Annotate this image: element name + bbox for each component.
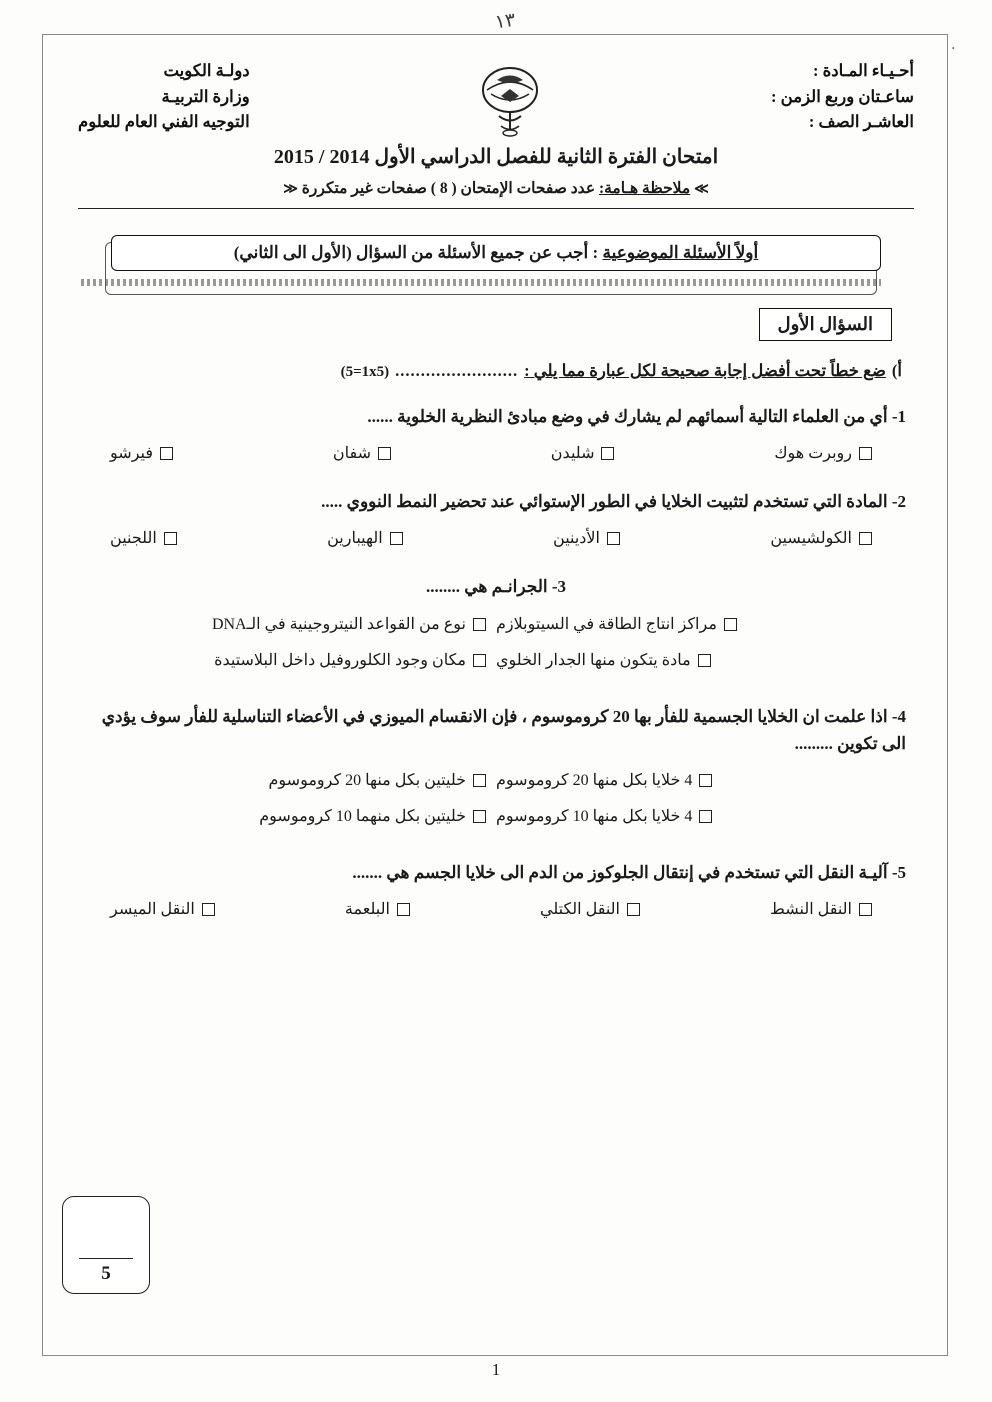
checkbox-icon[interactable] <box>397 903 410 916</box>
question-4 <box>86 703 906 829</box>
checkbox-icon[interactable] <box>473 618 486 631</box>
choice-option[interactable] <box>110 442 173 466</box>
question-1-body: أي من العلماء التالية أسمائهم لم يشارك في وضع مبادئ النظرية الخلوية ...... <box>367 407 888 426</box>
handwritten-page-note: ١٣ <box>493 9 517 34</box>
checkbox-icon[interactable] <box>859 903 872 916</box>
checkbox-icon[interactable] <box>627 903 640 916</box>
choice-label: النقل النشط <box>770 901 852 919</box>
choice-option[interactable] <box>540 898 640 922</box>
page-number: 1 <box>491 1360 501 1379</box>
choice-label: مكان وجود الكلوروفيل داخل البلاستيدة <box>214 651 466 669</box>
choice-label: الهيبارين <box>327 530 383 548</box>
checkbox-icon[interactable] <box>202 903 215 916</box>
meta-subject-value: أحـيـاء <box>871 61 914 80</box>
choice-label: 4 خلايا بكل منها 20 كروموسوم <box>496 771 693 789</box>
question-3-choices <box>106 613 876 673</box>
scan-corner-mark: ٠ <box>949 41 957 56</box>
choice-label: مادة يتكون منها الجدار الخلوي <box>496 651 691 669</box>
choice-option[interactable] <box>553 527 620 551</box>
meta-subject <box>771 58 914 84</box>
pages-note <box>60 179 932 198</box>
question-3 <box>86 573 906 672</box>
checkbox-icon[interactable] <box>378 447 391 460</box>
section-banner <box>111 235 881 271</box>
meta-time <box>771 84 914 110</box>
meta-grade-value: العاشـر <box>863 112 914 132</box>
checkbox-icon[interactable] <box>601 447 614 460</box>
score-divider <box>79 1258 133 1259</box>
checkbox-icon[interactable] <box>473 654 486 667</box>
question-2-choices <box>110 527 872 551</box>
question-5-body: آليـة النقل التي تستخدم في إنتقال الجلوكوز من الدم الى خلايا الجسم هي ....... <box>352 862 888 882</box>
choice-label: خليتين بكل منها 20 كروموسوم <box>268 771 466 789</box>
pages-note-prefix: ملاحظة هـامة: <box>598 180 691 197</box>
meta-grade <box>771 109 914 135</box>
question-1-number: 1- <box>891 407 906 426</box>
choice-option[interactable] <box>214 649 486 673</box>
question-1-text <box>86 403 906 430</box>
checkbox-icon[interactable] <box>160 447 173 460</box>
choice-option[interactable] <box>212 613 486 637</box>
checkbox-icon[interactable] <box>699 774 712 787</box>
question-header-box: السؤال الأول <box>759 308 892 341</box>
kuwait-emblem-icon <box>471 60 549 138</box>
choice-option[interactable] <box>327 527 403 551</box>
header-divider <box>78 208 914 209</box>
ministry-block <box>78 58 250 135</box>
choice-label: البلعمة <box>344 901 390 919</box>
choice-option[interactable] <box>259 805 486 829</box>
choice-label: نوع من القواعد النيتروجينية في الـDNA <box>211 615 466 633</box>
choice-option[interactable] <box>770 527 872 551</box>
choice-option[interactable] <box>774 442 872 466</box>
score-total: 5 <box>101 1263 111 1284</box>
question-5-choices <box>110 898 872 922</box>
question-2-body: المادة التي تستخدم لتثبيت الخلايا في الطور الإستوائي عند تحضير النمط النووي ..... <box>321 492 888 512</box>
choice-label: الأدينين <box>553 530 600 548</box>
checkbox-icon[interactable] <box>473 810 486 823</box>
question-5-text <box>86 859 906 886</box>
choice-label: الكولشيسين <box>770 530 852 548</box>
choice-label: اللجنين <box>110 530 157 548</box>
question-4-body: اذا علمت ان الخلايا الجسمية للفأر بها 20 كروموسوم ، فإن الانقسام الميوزي في الأعضاء التناسلية للفأر سوف يؤدي الى تكوين ......... <box>101 706 906 753</box>
ministry-line-2: وزارة التربيـة <box>161 86 250 106</box>
arrow-right-icon: ≫ <box>694 182 709 197</box>
question-1-choices <box>110 442 872 466</box>
question-5-number: 5- <box>891 862 906 882</box>
meta-subject-label: المـادة : <box>813 61 868 80</box>
question-3-body: الجرانـم هي ........ <box>425 577 548 597</box>
instruction-text: ضع خطاً تحت أفضل إجابة صحيحة لكل عبارة مما يلي : <box>524 361 886 380</box>
question-4-text <box>86 703 906 757</box>
meta-time-value: ساعـتان وربع <box>824 86 914 106</box>
exam-title: امتحان الفترة الثانية للفصل الدراسي الأول 2014 / 2015 <box>273 146 719 168</box>
checkbox-icon[interactable] <box>607 532 620 545</box>
question-2 <box>86 488 906 551</box>
choice-option[interactable] <box>345 898 410 922</box>
question-3-number: 3- <box>551 577 567 597</box>
choice-label: النقل الكتلي <box>539 901 620 919</box>
section-banner-wrap <box>111 235 881 286</box>
section-part-label: أولاً الأسئلة الموضوعية <box>602 243 759 262</box>
checkbox-icon[interactable] <box>699 810 712 823</box>
choice-label: روبرت هوك <box>774 445 852 463</box>
choice-label: خليتين بكل منهما 10 كروموسوم <box>259 807 466 825</box>
choice-label: شليدن <box>550 445 595 463</box>
choice-option[interactable] <box>496 649 711 673</box>
choice-option[interactable] <box>110 898 215 922</box>
choice-label: النقل الميسر <box>110 901 195 919</box>
choice-label: فيرشو <box>110 445 154 463</box>
question-2-number: 2- <box>891 492 906 512</box>
question-5 <box>86 859 906 922</box>
document-header <box>60 50 932 138</box>
checkbox-icon[interactable] <box>698 654 711 667</box>
pages-note-text: عدد صفحات الإمتحان ( 8 ) صفحات غير متكررة <box>301 180 596 197</box>
meta-time-label: الزمن : <box>771 86 821 106</box>
question-3-text <box>86 573 906 600</box>
ministry-line-3: التوجيه الفني العام للعلوم <box>78 112 250 132</box>
checkbox-icon[interactable] <box>164 532 177 545</box>
question-2-text <box>86 488 906 515</box>
choice-option[interactable] <box>496 805 712 829</box>
score-box <box>62 1196 150 1294</box>
choice-option[interactable] <box>269 769 487 793</box>
question-4-number: 4- <box>891 706 906 726</box>
arrow-left-icon: ≪ <box>283 182 298 197</box>
choice-option[interactable] <box>110 527 177 551</box>
choice-option[interactable] <box>496 769 712 793</box>
question-4-choices <box>106 769 876 829</box>
instruction-bullet: أ) <box>891 361 902 380</box>
exam-meta-block <box>771 58 914 135</box>
question-header-wrap <box>60 308 892 341</box>
choice-option[interactable] <box>496 613 737 637</box>
checkbox-icon[interactable] <box>859 447 872 460</box>
section-banner-text: : أجب عن جميع الأسئلة من السؤال (الأول الى الثاني) <box>233 243 599 262</box>
choice-label: 4 خلايا بكل منها 10 كروموسوم <box>496 807 693 825</box>
checkbox-icon[interactable] <box>859 532 872 545</box>
checkbox-icon[interactable] <box>724 618 737 631</box>
choice-label: مراكز انتاج الطاقة في السيتوبلازم <box>496 615 717 633</box>
ministry-line-1: دولـة الكويت <box>163 61 250 80</box>
choice-option[interactable] <box>770 898 872 922</box>
checkbox-icon[interactable] <box>390 532 403 545</box>
checkbox-icon[interactable] <box>473 774 486 787</box>
choice-label: شفان <box>332 445 371 463</box>
instruction-line <box>90 361 902 381</box>
instruction-dots: ........................ <box>395 361 519 380</box>
meta-grade-label: الصف : <box>808 112 860 132</box>
choice-option[interactable] <box>333 442 391 466</box>
choice-option[interactable] <box>551 442 615 466</box>
question-1 <box>86 403 906 466</box>
page-content <box>60 50 932 1340</box>
instruction-marks: (5=1x5) <box>340 364 390 380</box>
